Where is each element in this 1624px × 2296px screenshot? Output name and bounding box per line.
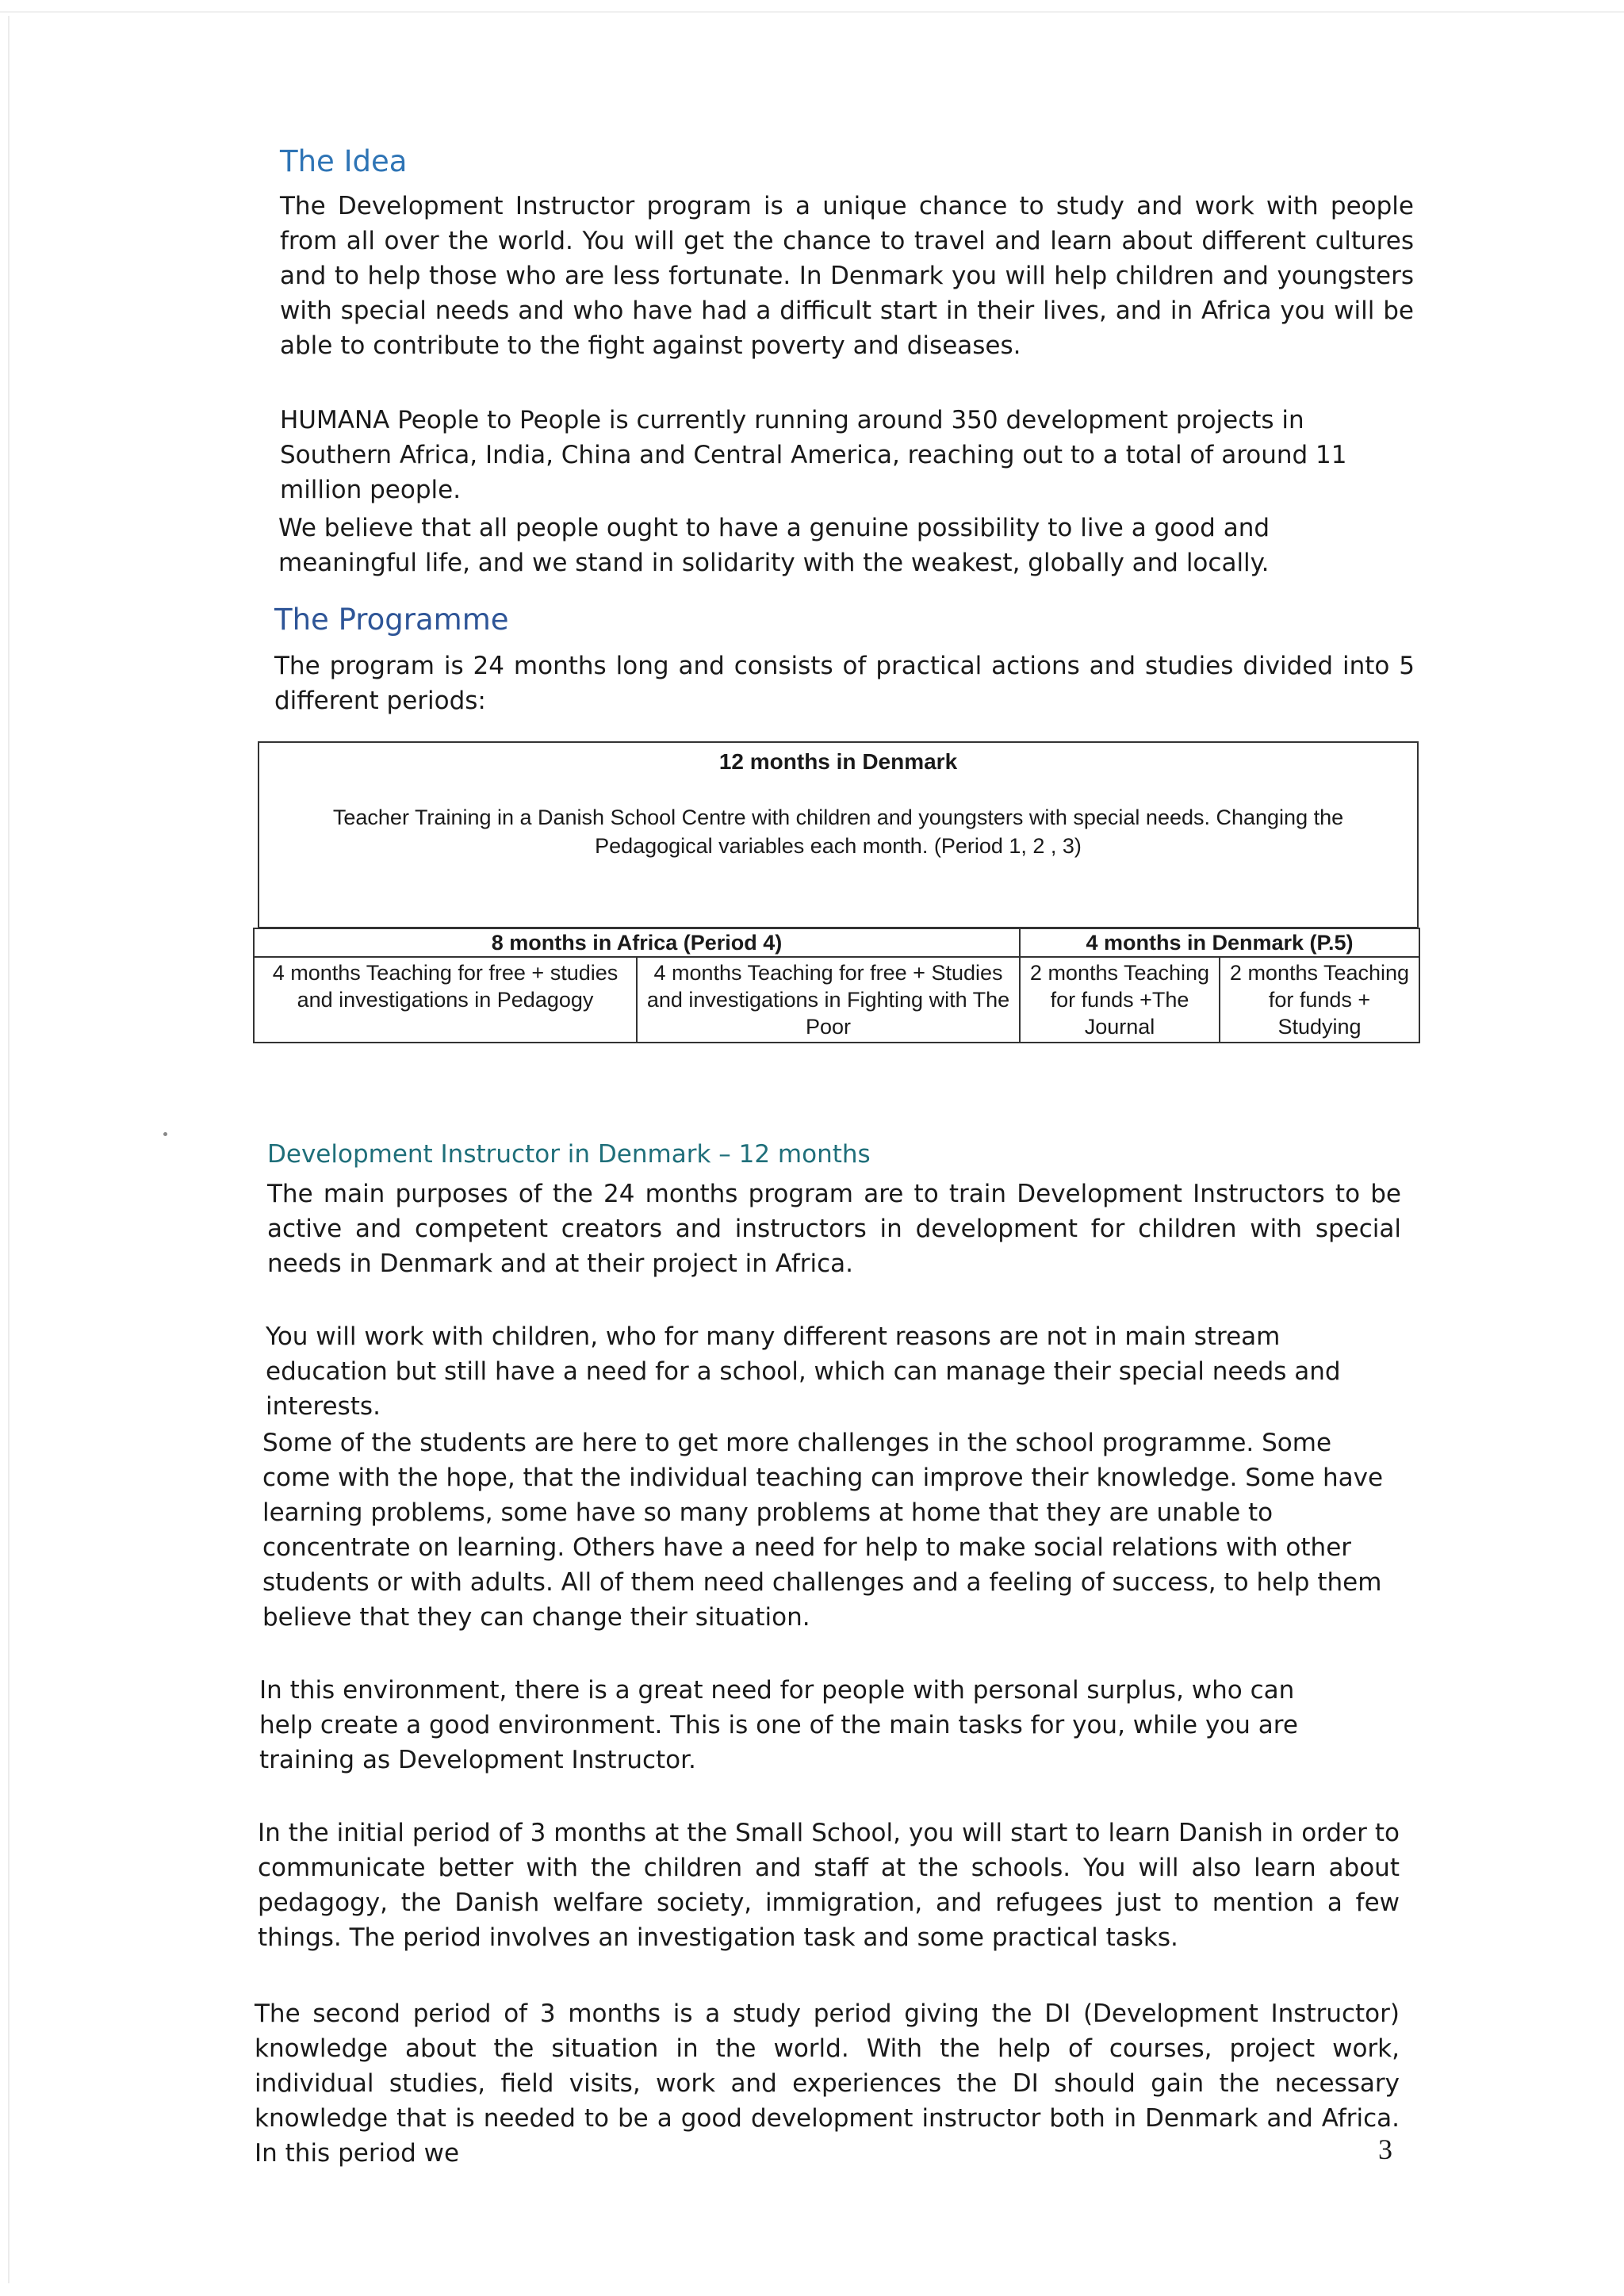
page-top-edge — [0, 11, 1624, 13]
di-paragraph-4: In this environment, there is a great need for people with personal surplus, who can help create a good environment. This is one of the main tasks for you, while you are training as Development Instructor. — [259, 1676, 1298, 1774]
di-paragraph-2: You will work with children, who for many different reasons are not in main stream education but still have a need for a school, which can manage their special needs and interests. — [266, 1322, 1341, 1421]
scan-speck — [163, 1132, 167, 1136]
denmark-p5-header: 4 months in Denmark (P.5) — [1020, 928, 1419, 957]
table-cell-studying: 2 months Teaching for funds + Studying — [1220, 957, 1419, 1043]
table-cell-journal: 2 months Teaching for funds +The Journal — [1020, 957, 1220, 1043]
idea-paragraph-3: We believe that all people ought to have a genuine possibility to live a good and meaningful life, and we stand in solidarity with the weakest, globally and locally. — [278, 514, 1270, 577]
di-paragraph-1: The main purposes of the 24 months program are to train Development Instructors to be active and competent creators and instructors in development for children with special needs in Denmark and at their project in Africa. — [267, 1180, 1401, 1278]
denmark-box-title: 12 months in Denmark — [718, 749, 958, 774]
denmark-period-box — [258, 741, 1419, 928]
programme-heading: The Programme — [274, 603, 509, 637]
idea-paragraph-2: HUMANA People to People is currently running around 350 development projects in Southern Africa, India, China and Central America, reaching out to a total of around 11 million people. — [280, 406, 1347, 504]
di-denmark-heading: Development Instructor in Denmark – 12 months — [267, 1140, 871, 1169]
denmark-box-description: Teacher Training in a Danish School Centre with children and youngsters with special needs. Changing the Pedagogical variables each month. (Period 1, 2 , 3) — [332, 806, 1344, 858]
page-number: 3 — [1378, 2133, 1392, 2165]
table-row — [254, 957, 1419, 1043]
table-cell-fighting-poor: 4 months Teaching for free + Studies and investigations in Fighting with The Poor — [637, 957, 1020, 1043]
idea-heading: The Idea — [280, 144, 408, 178]
table-cell-pedagogy: 4 months Teaching for free + studies and investigations in Pedagogy — [254, 957, 637, 1043]
periods-table — [253, 928, 1420, 1043]
table-header-row — [254, 928, 1419, 957]
di-paragraph-5: In the initial period of 3 months at the Small School, you will start to learn Danish in order to communicate better with the children and staff at the schools. You will also learn about pedagogy, the Danish welfare society, immigration, and refugees just to mention a few things. The period involves an investigation task and some practical tasks. — [258, 1819, 1400, 1952]
africa-period-header: 8 months in Africa (Period 4) — [254, 928, 1020, 957]
page-left-edge — [8, 16, 10, 2283]
programme-intro: The program is 24 months long and consists of practical actions and studies divided into 5 different periods: — [274, 652, 1415, 715]
idea-paragraph-1: The Development Instructor program is a unique chance to study and work with people from all over the world. You will get the chance to travel and learn about different cultures and to help those who are less fortunate. In Denmark you will help children and youngsters with special needs and who have had a difficult start in their lives, and in Africa you will be able to contribute to the fight against poverty and diseases. — [280, 192, 1414, 360]
di-paragraph-6: The second period of 3 months is a study period giving the DI (Development Instructor) knowledge about the situation in the world. With the help of courses, project work, individual studies, field visits, work and experiences the DI should gain the necessary knowledge that is needed to be a good development instructor both in Denmark and Africa. In this period we — [255, 1999, 1400, 2168]
di-paragraph-3: Some of the students are here to get more challenges in the school programme. Some come with the hope, that the individual teaching can improve their knowledge. Some have learning problems, some have so many problems at home that they are unable to concentrate on learning. Others have a need for help to make social relations with other students or with adults. All of them need challenges and a feeling of success, to help them believe that they can change their situation. — [262, 1429, 1384, 1632]
